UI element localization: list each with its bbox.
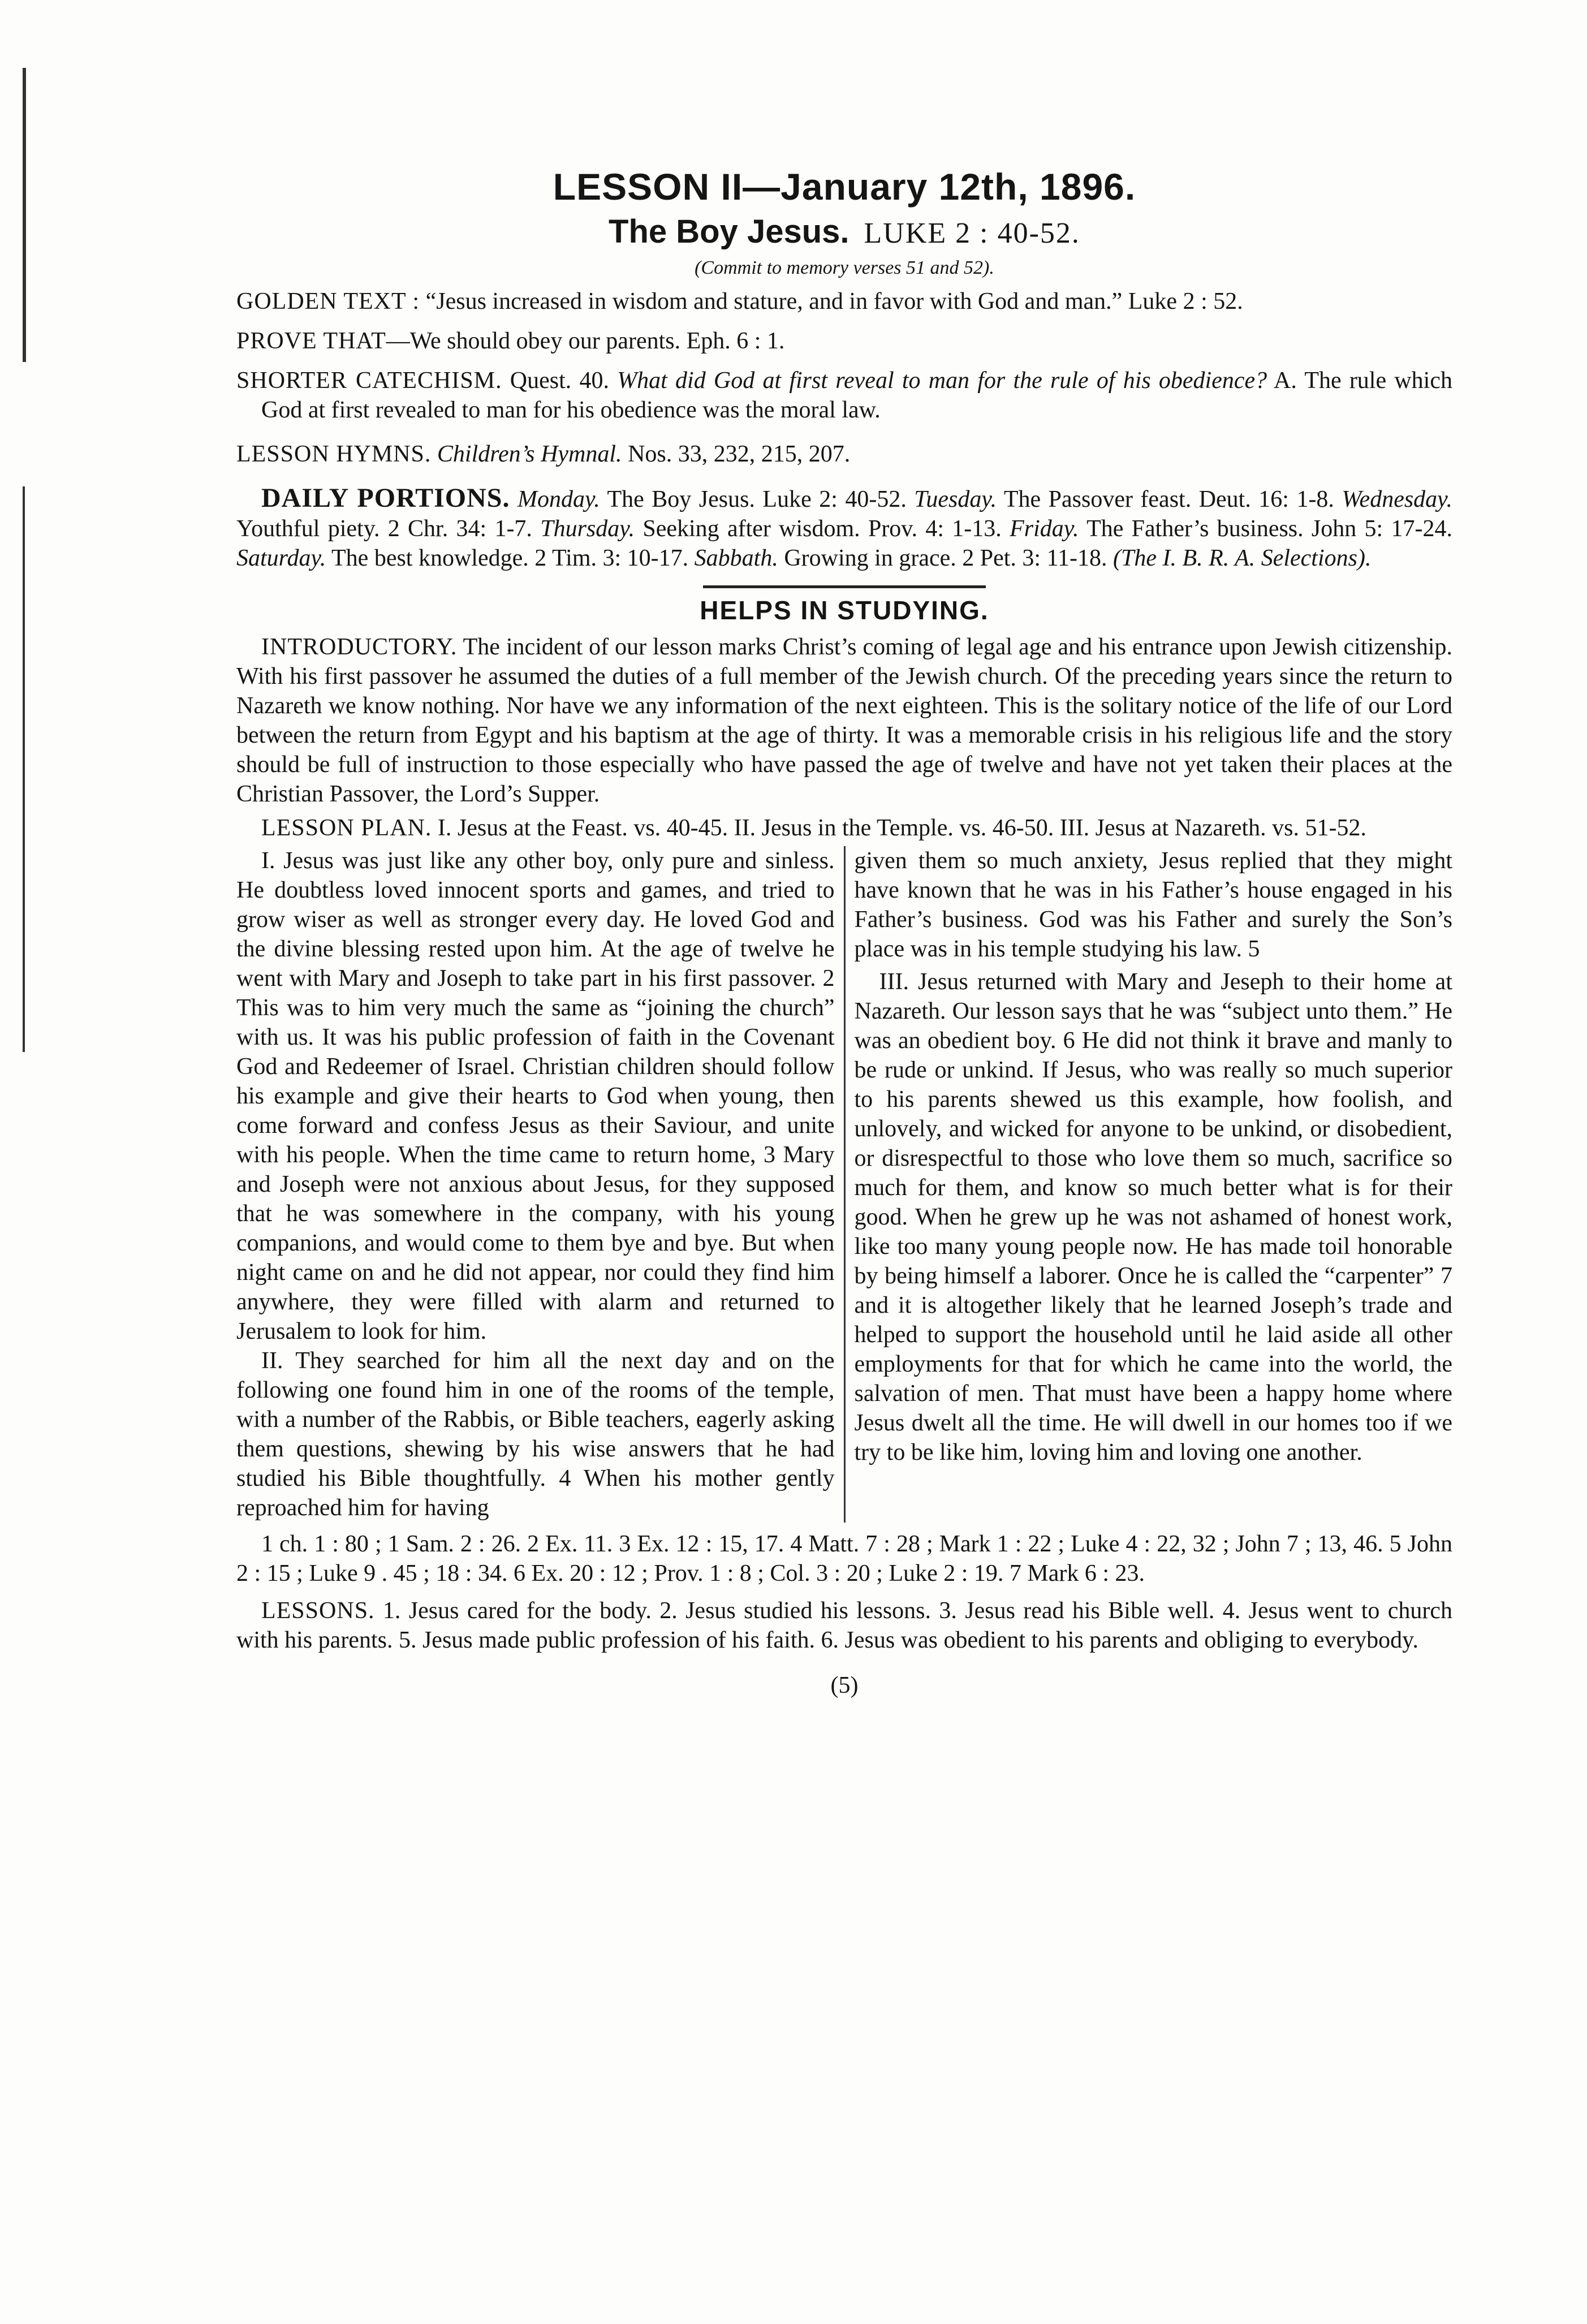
daily-selections: (The I. B. R. A. Selections).	[1113, 545, 1372, 571]
left-column	[236, 846, 844, 1523]
daily-friday-text: The Father’s business. John 5: 17-24.	[1079, 516, 1452, 542]
prove-that-label: PROVE THAT	[236, 328, 386, 354]
daily-sabbath: Sabbath.	[694, 545, 778, 571]
prove-that-body: —We should obey our parents. Eph. 6 : 1.	[386, 328, 785, 354]
lesson-plan-body: I. Jesus at the Feast. vs. 40-45. II. Jesus in the Temple. vs. 46-50. III. Jesus at Nazareth. vs. 51-52.	[432, 815, 1367, 841]
daily-saturday-text: The best knowledge. 2 Tim. 3: 10-17.	[326, 545, 695, 571]
section-divider	[703, 585, 986, 588]
catechism-quest: Quest. 40.	[502, 368, 618, 394]
catechism-label: SHORTER CATECHISM.	[236, 368, 502, 394]
subtitle-topic: The Boy Jesus.	[609, 213, 849, 250]
prove-that	[236, 326, 1452, 356]
lesson-plan-label: LESSON PLAN.	[261, 815, 432, 841]
daily-monday: Monday.	[517, 486, 600, 512]
lesson-hymns	[236, 439, 1452, 469]
introductory	[236, 632, 1452, 809]
helps-heading: HELPS IN STUDYING.	[700, 596, 989, 625]
catechism-question: What did God at first reveal to man for the rule of his obedience?	[617, 368, 1267, 394]
lesson-subtitle	[236, 212, 1452, 254]
lesson-plan	[236, 813, 1452, 843]
golden-text-body: “Jesus increased in wisdom and stature, and in favor with God and man.” Luke 2 : 52.	[420, 288, 1243, 314]
daily-monday-text: The Boy Jesus. Luke 2: 40-52.	[600, 486, 915, 512]
document-page	[236, 164, 1452, 1700]
right-column	[844, 846, 1453, 1523]
daily-thursday-text: Seeking after wisdom. Prov. 4: 1-13.	[635, 516, 1010, 542]
daily-thursday: Thursday.	[540, 516, 635, 542]
section-one: I. Jesus was just like any other boy, only pure and sinless. He doubtless loved innocent sports and games, and tried to grow wiser as well as stronger every day. He loved God and the divine blessing rested upon him. At the age of twelve he went with Mary and Joseph to take part in his first passover. 2 This was to him very much the same as “joining the church” with us. It was his public profession of faith in the Covenant God and Redeemer of Israel. Christian children should follow his example and give their hearts to God when young, then come forward and confess Jesus as their Saviour, and unite with his people. When the time came to return home, 3 Mary and Joseph were not anxious about Jesus, for they supposed that he was somewhere in the company, with his young companions, and would come to them bye and bye. But when night came on and he did not appear, nor could they find him anywhere, they were filled with alarm and returned to Jerusalem to look for him.	[236, 848, 835, 1344]
hymns-label: LESSON HYMNS.	[236, 441, 432, 467]
section-three: III. Jesus returned with Mary and Jeseph to their home at Nazareth. Our lesson says that he was “subject unto them.” He was an obedient boy. 6 He did not think it brave and manly to be rude or unkind. If Jesus, who was really so much superior to his parents shewed us this example, how foolish, and unlovely, and wicked for anyone to be unkind, or disobedient, or disrespectful to those who love them so much, sacrifice so much for them, and know so much better what is for their good. When he grew up he was not ashamed of honest work, like too many young people now. He has made toil honorable by being himself a laborer. Once he is called the “carpenter” 7 and it is altogether likely that he learned Joseph’s trade and helped to support the household until he laid aside all other employments for that for which he came into the world, the salvation of men. That must have been a happy home where Jesus dwelt all the time. He will dwell in our homes too if we try to be like him, loving him and loving one another.	[854, 969, 1452, 1465]
introductory-label: INTRODUCTORY.	[261, 634, 458, 660]
introductory-body: The incident of our lesson marks Christ’s coming of legal age and his entrance upon Jewish citizenship. With his first passover he assumed the duties of a full member of the Jewish church. Of the preceding years since the return to Nazareth we know nothing. Nor have we any information of the next eighteen. This is the solitary notice of the life of our Lord between the return from Egypt and his baptism at the age of thirty. It was a memorable crisis in his religious life and the story should be full of instruction to those especially who have passed the age of twelve and have not yet taken their places at the Christian Passover, the Lord’s Supper.	[236, 634, 1452, 807]
daily-wednesday-text: Youthful piety. 2 Chr. 34: 1-7.	[236, 516, 541, 542]
daily-portions-label: DAILY PORTIONS.	[261, 483, 510, 513]
lessons-body: 1. Jesus cared for the body. 2. Jesus studied his lessons. 3. Jesus read his Bible well. 4. Jesus went to church with his parents. 5. Jesus made public profession of his faith. 6. Jesus was obedient to his parents and obliging to everybody.	[236, 1598, 1452, 1653]
binding-edge-mark	[23, 486, 25, 1052]
subtitle-reference: LUKE 2 : 40-52.	[864, 217, 1080, 249]
hymns-numbers: Nos. 33, 232, 215, 207.	[622, 441, 851, 467]
section-two: II. They searched for him all the next day and on the following one found him in one of the rooms of the temple, with a number of the Rabbis, or Bible teachers, eagerly asking them questions, shewing by his wise answers that he had studied his Bible thoughtfully. 4 When his mother gently reproached him for having	[236, 1348, 835, 1521]
hymns-book: Children’s Hymnal.	[431, 441, 622, 467]
daily-saturday: Saturday.	[236, 545, 326, 571]
commit-note: (Commit to memory verses 51 and 52).	[695, 257, 994, 278]
catechism-answer: A. The rule which God at first revealed to man for his obedience was the moral law.	[261, 368, 1452, 423]
binding-edge-mark	[23, 68, 26, 362]
golden-text	[236, 287, 1452, 316]
daily-tuesday: Tuesday.	[914, 486, 997, 512]
lessons-label: LESSONS.	[261, 1598, 375, 1624]
daily-tuesday-text: The Passover feast. Deut. 16: 1-8.	[997, 486, 1342, 512]
daily-friday: Friday.	[1010, 516, 1079, 542]
footnotes: 1 ch. 1 : 80 ; 1 Sam. 2 : 26. 2 Ex. 11. 3 Ex. 12 : 15, 17. 4 Matt. 7 : 28 ; Mark 1 : 22 ; Luke 4 : 22, 32 ; John 7 ; 13, 46. 5 John 2 : 15 ; Luke 9 . 45 ; 18 : 34. 6 Ex. 20 : 12 ; Prov. 1 : 8 ; Col. 3 : 20 ; Luke 2 : 19. 7 Mark 6 : 23.	[236, 1531, 1452, 1586]
daily-sabbath-text: Growing in grace. 2 Pet. 3: 11-18.	[778, 545, 1114, 571]
shorter-catechism	[236, 366, 1452, 425]
daily-portions	[236, 484, 1452, 573]
page-number: (5)	[830, 1672, 859, 1698]
section-two-continued: given them so much anxiety, Jesus replied that they might have known that he was in his Father’s house engaged in his Father’s business. God was his Father and surely the Son’s place was in his temple studying his law. 5	[854, 848, 1452, 962]
golden-text-label: GOLDEN TEXT :	[236, 288, 420, 314]
daily-wednesday: Wednesday.	[1342, 486, 1453, 512]
lesson-title: LESSON II—January 12th, 1896.	[553, 166, 1136, 208]
lessons	[236, 1596, 1452, 1655]
two-column-body	[236, 846, 1452, 1523]
